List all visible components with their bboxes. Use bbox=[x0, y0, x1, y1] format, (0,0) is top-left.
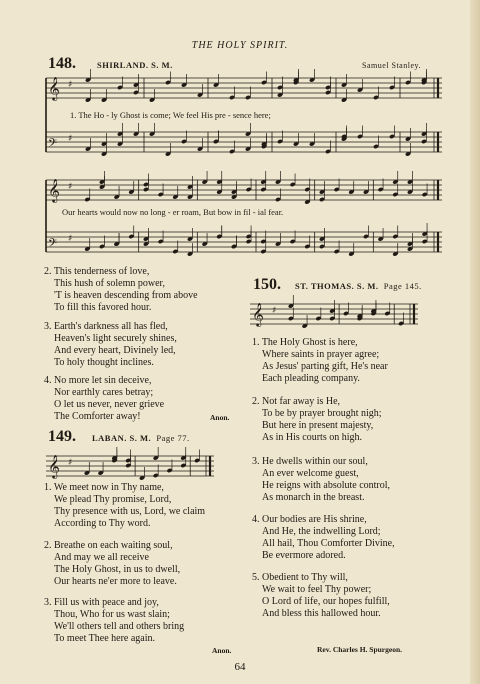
verse-line: O Lord of life, our hopes fulfill, bbox=[262, 596, 390, 607]
hymn-149-tune: LABAN. S. M. Page 77. bbox=[92, 433, 190, 443]
hymn-150-author: Rev. Charles H. Spurgeon. bbox=[317, 645, 403, 654]
svg-text:♯: ♯ bbox=[68, 234, 73, 244]
verse-line: We wait to feel Thy power; bbox=[262, 584, 372, 595]
hymn-148-lyric-line-1: 1. The Ho - ly Ghost is come; We feel His pre - sence here; bbox=[70, 110, 271, 120]
verse-line: 'T is heaven descending from above bbox=[54, 290, 198, 301]
verse-line: 3. Earth's darkness all has fled, bbox=[44, 321, 168, 332]
verse-line: Be evermore adored. bbox=[262, 550, 346, 561]
svg-text:♯: ♯ bbox=[272, 306, 277, 316]
hymn-148-author: Anon. bbox=[210, 413, 230, 422]
hymn-148-number: 148. bbox=[48, 55, 76, 72]
verse-line: Thou, Who for us wast slain; bbox=[54, 609, 170, 620]
verse-line: An ever welcome guest, bbox=[262, 468, 359, 479]
verse-line: 5. Obedient to Thy will, bbox=[252, 572, 348, 583]
svg-text:♯: ♯ bbox=[68, 458, 73, 468]
verse-line: The Holy Ghost, in us to dwell, bbox=[54, 564, 181, 575]
music-system-2 bbox=[46, 176, 446, 266]
hymn-148-composer: Samuel Stanley. bbox=[362, 61, 421, 70]
verse-line: 3. He dwells within our soul, bbox=[252, 456, 368, 467]
svg-text:𝄢: 𝄢 bbox=[48, 137, 58, 153]
hymn-149-number: 149. bbox=[48, 428, 76, 445]
music-system-1 bbox=[46, 70, 446, 170]
svg-text:𝄞: 𝄞 bbox=[252, 302, 264, 326]
hymn-148-verse-3 bbox=[44, 321, 177, 369]
verse-line: Each pleading company. bbox=[262, 373, 360, 384]
hymn-149-verse-1 bbox=[44, 482, 205, 530]
hymn-148-lyric-line-2: Our hearts would now no long - er roam, But bow in fil - ial fear. bbox=[62, 207, 284, 217]
hymn-149-verse-3 bbox=[44, 597, 184, 645]
verse-line: And bless this hallowed hour. bbox=[262, 608, 381, 619]
verse-line: Nor earthly cares betray; bbox=[54, 387, 154, 398]
hymn-150-verse-5 bbox=[252, 572, 390, 620]
verse-line: 2. This tenderness of love, bbox=[44, 266, 150, 277]
verse-line: 2. Breathe on each waiting soul, bbox=[44, 540, 173, 551]
verse-line: All hail, Thou Comforter Divine, bbox=[262, 538, 395, 549]
hymn-148-verse-2 bbox=[44, 266, 198, 314]
verse-line: 1. The Holy Ghost is here, bbox=[252, 337, 358, 348]
verse-line: And may we all receive bbox=[54, 552, 149, 563]
verse-line: As Jesus' parting gift, He's near bbox=[262, 361, 388, 372]
svg-text:♯: ♯ bbox=[68, 80, 73, 90]
hymn-150-tune: ST. THOMAS. S. M. Page 145. bbox=[295, 281, 422, 291]
hymn-148-tune: SHIRLAND. S. M. bbox=[97, 60, 173, 70]
svg-text:𝄞: 𝄞 bbox=[48, 178, 60, 202]
verse-line: This hush of solemn power, bbox=[54, 278, 165, 289]
verse-line: As in His courts on high. bbox=[262, 432, 362, 443]
verse-line: 3. Fill us with peace and joy, bbox=[44, 597, 159, 608]
hymn-150-verse-4 bbox=[252, 514, 395, 562]
page-number: 64 bbox=[234, 661, 246, 673]
hymn-150-verse-2 bbox=[252, 396, 382, 444]
verse-line: As monarch in the breast. bbox=[262, 492, 365, 503]
running-head: THE HOLY SPIRIT. bbox=[191, 40, 289, 51]
verse-line: According to Thy word. bbox=[54, 518, 151, 529]
hymn-149-author: Anon. bbox=[212, 646, 232, 655]
verse-line: And every heart, Divinely led, bbox=[54, 345, 176, 356]
svg-text:𝄢: 𝄢 bbox=[48, 237, 58, 253]
verse-line: Heaven's light securely shines, bbox=[54, 333, 177, 344]
hymn-150-number: 150. bbox=[253, 276, 281, 293]
verse-line: He reigns with absolute control, bbox=[262, 480, 391, 491]
verse-line: We'll others tell and others bring bbox=[54, 621, 185, 632]
verse-line: O let us never, never grieve bbox=[54, 399, 165, 410]
verse-line: To be by prayer brought nigh; bbox=[262, 408, 382, 419]
verse-line: But here in present majesty, bbox=[262, 420, 374, 431]
hymn-150-verse-3 bbox=[252, 456, 390, 504]
verse-line: 4. Our bodies are His shrine, bbox=[252, 514, 367, 525]
verse-line: And He, the indwelling Lord; bbox=[262, 526, 381, 537]
verse-line: To meet Thee here again. bbox=[54, 633, 156, 644]
page-edge bbox=[470, 0, 480, 684]
verse-line: Our hearts ne'er more to leave. bbox=[54, 576, 177, 587]
svg-text:♯: ♯ bbox=[68, 182, 73, 192]
music-system-4 bbox=[250, 296, 422, 332]
verse-line: Where saints in prayer agree; bbox=[262, 349, 380, 360]
verse-line: 4. No more let sin deceive, bbox=[44, 375, 152, 386]
svg-text:𝄞: 𝄞 bbox=[48, 76, 60, 100]
hymn-148-verse-4 bbox=[44, 375, 164, 423]
verse-line: 1. We meet now in Thy name, bbox=[44, 482, 164, 493]
verse-line: To fill this favored hour. bbox=[54, 302, 152, 313]
verse-line: Thy presence with us, Lord, we claim bbox=[54, 506, 206, 517]
verse-line: The Comforter away! bbox=[54, 411, 141, 422]
hymn-149-verse-2 bbox=[44, 540, 180, 588]
hymn-150-verse-1 bbox=[252, 337, 388, 385]
verse-line: We plead Thy promise, Lord, bbox=[54, 494, 172, 505]
verse-line: To holy thought inclines. bbox=[54, 357, 154, 368]
music-system-3 bbox=[46, 448, 218, 484]
verse-line: 2. Not far away is He, bbox=[252, 396, 341, 407]
svg-text:♯: ♯ bbox=[68, 134, 73, 144]
svg-text:𝄞: 𝄞 bbox=[48, 454, 60, 478]
